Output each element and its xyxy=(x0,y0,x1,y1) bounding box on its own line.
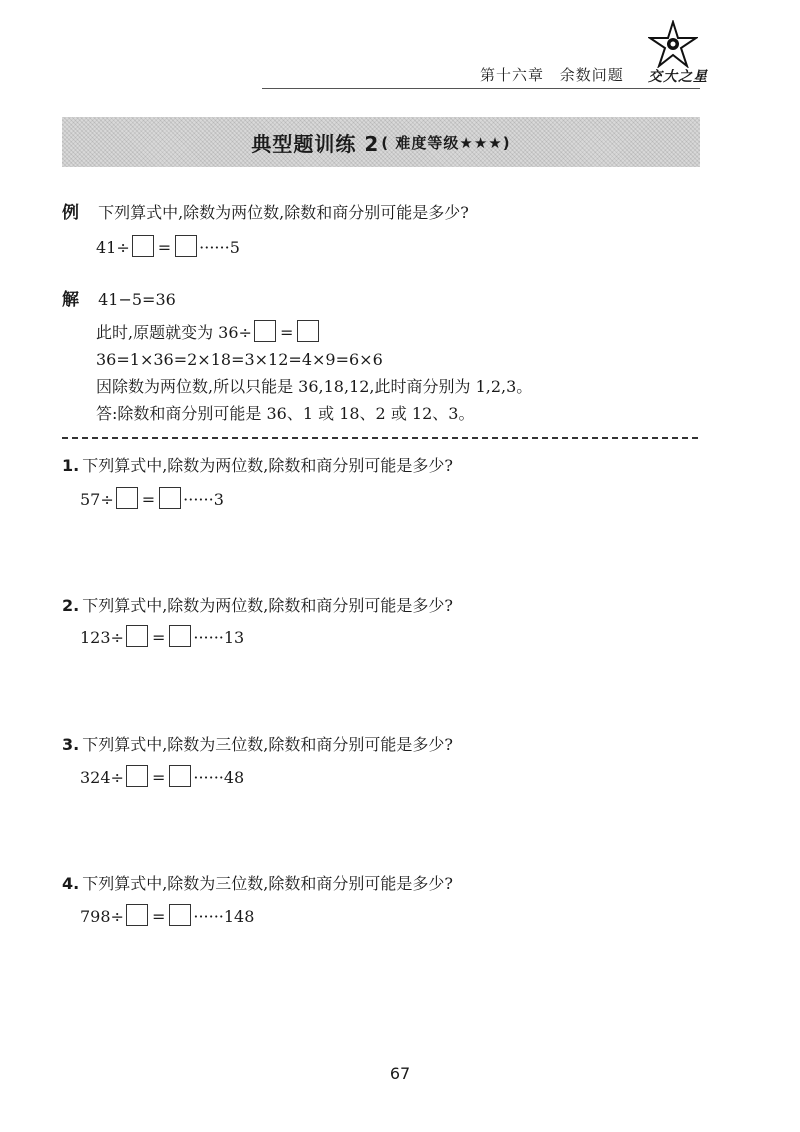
solution-step: 41−5=36 xyxy=(98,290,176,309)
equals-sign: = xyxy=(157,238,172,257)
solution-line-1 xyxy=(62,290,176,310)
expression-remainder: ······148 xyxy=(193,907,255,926)
example-question: 下列算式中,除数为两位数,除数和商分别可能是多少? xyxy=(98,203,469,222)
banner-difficulty: ( 难度等级★★★) xyxy=(381,133,511,152)
solution-line-2 xyxy=(96,320,321,343)
expression-dividend: 57÷ xyxy=(80,490,114,509)
expression-remainder: ······3 xyxy=(183,490,224,509)
answer-box-quotient[interactable] xyxy=(169,765,191,787)
example-expression xyxy=(96,235,240,258)
answer-box-quotient xyxy=(175,235,197,257)
answer-box-divisor[interactable] xyxy=(126,765,148,787)
equals-sign: = xyxy=(151,768,166,787)
equals-sign: = xyxy=(151,907,166,926)
expression-dividend: 123÷ xyxy=(80,628,124,647)
expression-remainder: ······5 xyxy=(199,238,240,257)
problem-4-expression xyxy=(80,904,254,927)
problem-text: 下列算式中,除数为三位数,除数和商分别可能是多少? xyxy=(82,735,453,754)
problem-2-question xyxy=(62,596,453,616)
topic-label: 余数问题 xyxy=(559,66,624,84)
problem-text: 下列算式中,除数为两位数,除数和商分别可能是多少? xyxy=(82,456,453,475)
equals-sign: = xyxy=(151,628,166,647)
answer-box-divisor xyxy=(254,320,276,342)
answer-box-quotient[interactable] xyxy=(169,625,191,647)
answer-box-divisor xyxy=(132,235,154,257)
problem-3-question xyxy=(62,735,453,755)
problem-4-question xyxy=(62,874,453,894)
problem-text: 下列算式中,除数为两位数,除数和商分别可能是多少? xyxy=(82,596,453,615)
problem-1-question xyxy=(62,456,453,476)
answer-box-divisor[interactable] xyxy=(116,487,138,509)
problem-1-expression xyxy=(80,487,224,510)
brand-text: 交大之星 xyxy=(648,69,708,85)
solution-label: 解 xyxy=(62,290,79,310)
problem-number: 3. xyxy=(62,735,80,754)
example-question-line xyxy=(62,203,469,223)
problem-3-expression xyxy=(80,765,244,788)
answer-box-quotient[interactable] xyxy=(169,904,191,926)
example-label: 例 xyxy=(62,203,79,223)
expression-dividend: 324÷ xyxy=(80,768,124,787)
running-header xyxy=(480,64,634,85)
equals-sign: = xyxy=(141,490,156,509)
solution-line-3: 36=1×36=2×18=3×12=4×9=6×6 xyxy=(96,350,383,369)
dashed-divider xyxy=(62,437,698,439)
problem-number: 1. xyxy=(62,456,80,475)
answer-box-quotient[interactable] xyxy=(159,487,181,509)
star-logo-icon xyxy=(648,20,698,68)
banner-title: 典型题训练 2 xyxy=(251,131,380,156)
problem-text: 下列算式中,除数为三位数,除数和商分别可能是多少? xyxy=(82,874,453,893)
page-number: 67 xyxy=(389,1064,411,1083)
expression-dividend: 798÷ xyxy=(80,907,124,926)
header-divider xyxy=(262,88,700,89)
equals-sign: = xyxy=(279,323,294,342)
solution-answer: 答:除数和商分别可能是 36、1 或 18、2 或 12、3。 xyxy=(96,404,475,423)
answer-box-quotient xyxy=(297,320,319,342)
section-banner xyxy=(62,117,700,167)
solution-step: 此时,原题就变为 36÷ xyxy=(96,323,252,342)
expression-remainder: ······48 xyxy=(193,768,245,787)
solution-line-4: 因除数为两位数,所以只能是 36,18,12,此时商分别为 1,2,3。 xyxy=(96,377,533,396)
problem-number: 2. xyxy=(62,596,80,615)
answer-box-divisor[interactable] xyxy=(126,904,148,926)
problem-2-expression xyxy=(80,625,244,648)
expression-dividend: 41÷ xyxy=(96,238,130,257)
chapter-label: 第十六章 xyxy=(480,66,545,84)
answer-box-divisor[interactable] xyxy=(126,625,148,647)
problem-number: 4. xyxy=(62,874,80,893)
expression-remainder: ······13 xyxy=(193,628,245,647)
